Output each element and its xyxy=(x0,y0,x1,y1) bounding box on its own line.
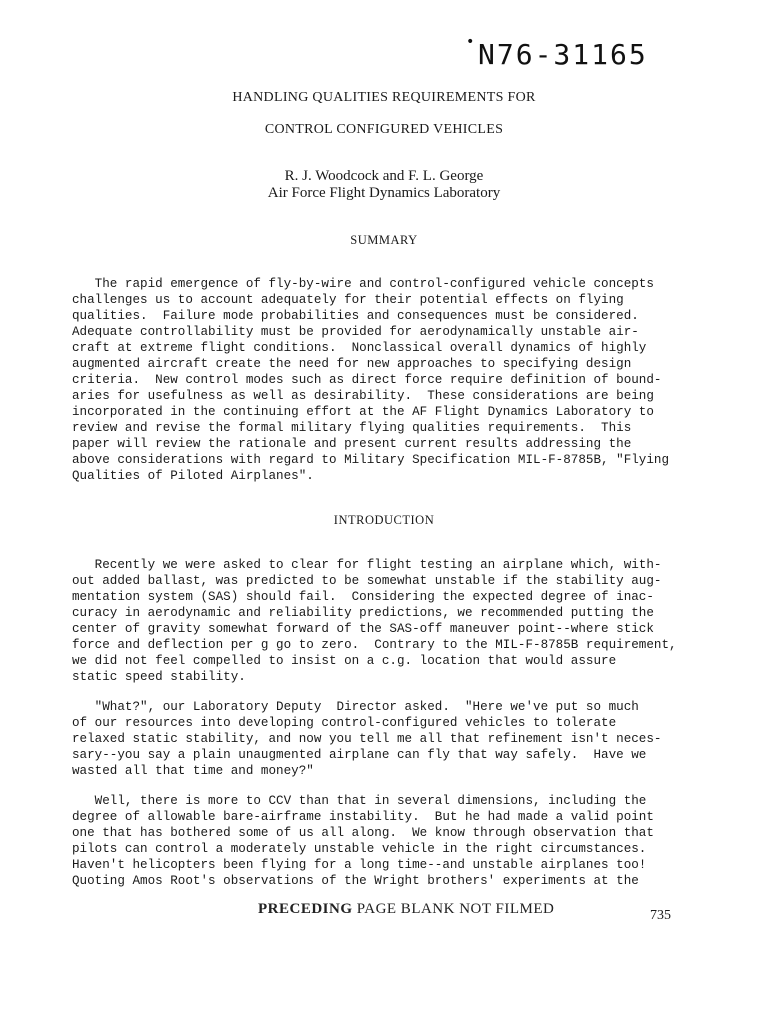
page-number: 735 xyxy=(650,908,671,923)
summary-paragraph: The rapid emergence of fly-by-wire and control-configured vehicle concepts challenges us to account adequately for their potential effects on flying qualities. Failure mode probabilities and consequences must be considered. Adequate controllability must be provided for aerodynamically unstable air- craft at extreme flight conditions. Nonclassical overall dynamics of highly augmented aircraft create the need for new approaches to specifying design criteria. New control modes such as direct force require definition of bound- aries for usefulness as well as desirability. These considerations are being incorporated in the continuing effort at the AF Flight Dynamics Laboratory to review and revise the formal military flying qualities requirements. This paper will review the rationale and present current results addressing the above considerations with regard to Military Specification MIL-F-8785B, "Flying Qualities of Piloted Airplanes". xyxy=(72,277,670,483)
title-line-1: HANDLING QUALITIES REQUIREMENTS FOR xyxy=(232,90,536,105)
stamp-bold-word: PRECEDING xyxy=(258,901,353,917)
stamp-mark: • xyxy=(466,34,477,50)
introduction-heading: INTRODUCTION xyxy=(333,513,435,527)
accession-number: • N76-31165 xyxy=(466,34,648,71)
summary-heading: SUMMARY xyxy=(350,233,418,247)
affiliation: Air Force Flight Dynamics Laboratory xyxy=(267,185,501,201)
preceding-page-stamp xyxy=(258,901,554,918)
intro-paragraph-2: "What?", our Laboratory Deputy Director asked. "Here we've put so much of our resources into developing control-configured vehicles to tolerate relaxed static stability, and now you tell me all that refinement isn't neces- sary--you say a plain unaugmented airplane can fly that way safely. Have we wasted all that time and money?" xyxy=(72,700,662,778)
title-line-2: CONTROL CONFIGURED VEHICLES xyxy=(264,122,504,137)
stamp-rest: PAGE BLANK NOT FILMED xyxy=(352,901,555,917)
intro-paragraph-1: Recently we were asked to clear for flight testing an airplane which, with- out added ballast, was predicted to be somewhat unstable if the stability aug- mentation system (SAS) should fail. Considering the expected degree of inac- curacy in aerodynamic and reliability predictions, we recommended putting the center of gravity somewhat forward of the SAS-off maneuver point--where stick force and deflection per g go to zero. Contrary to the MIL-F-8785B requirement, we did not feel compelled to insist on a c.g. location that would assure static speed stability. xyxy=(72,558,677,684)
intro-paragraph-3: Well, there is more to CCV than that in several dimensions, including the degree of allowable bare-airframe instability. But he had made a valid point one that has bothered some of us all along. We know through observation that pilots can control a moderately unstable vehicle in the right circumstances. Haven't helicopters been flying for a long time--and unstable airplanes too! Quoting Amos Root's observations of the Wright brothers' experiments at the xyxy=(72,794,654,888)
authors: R. J. Woodcock and F. L. George xyxy=(284,168,484,184)
